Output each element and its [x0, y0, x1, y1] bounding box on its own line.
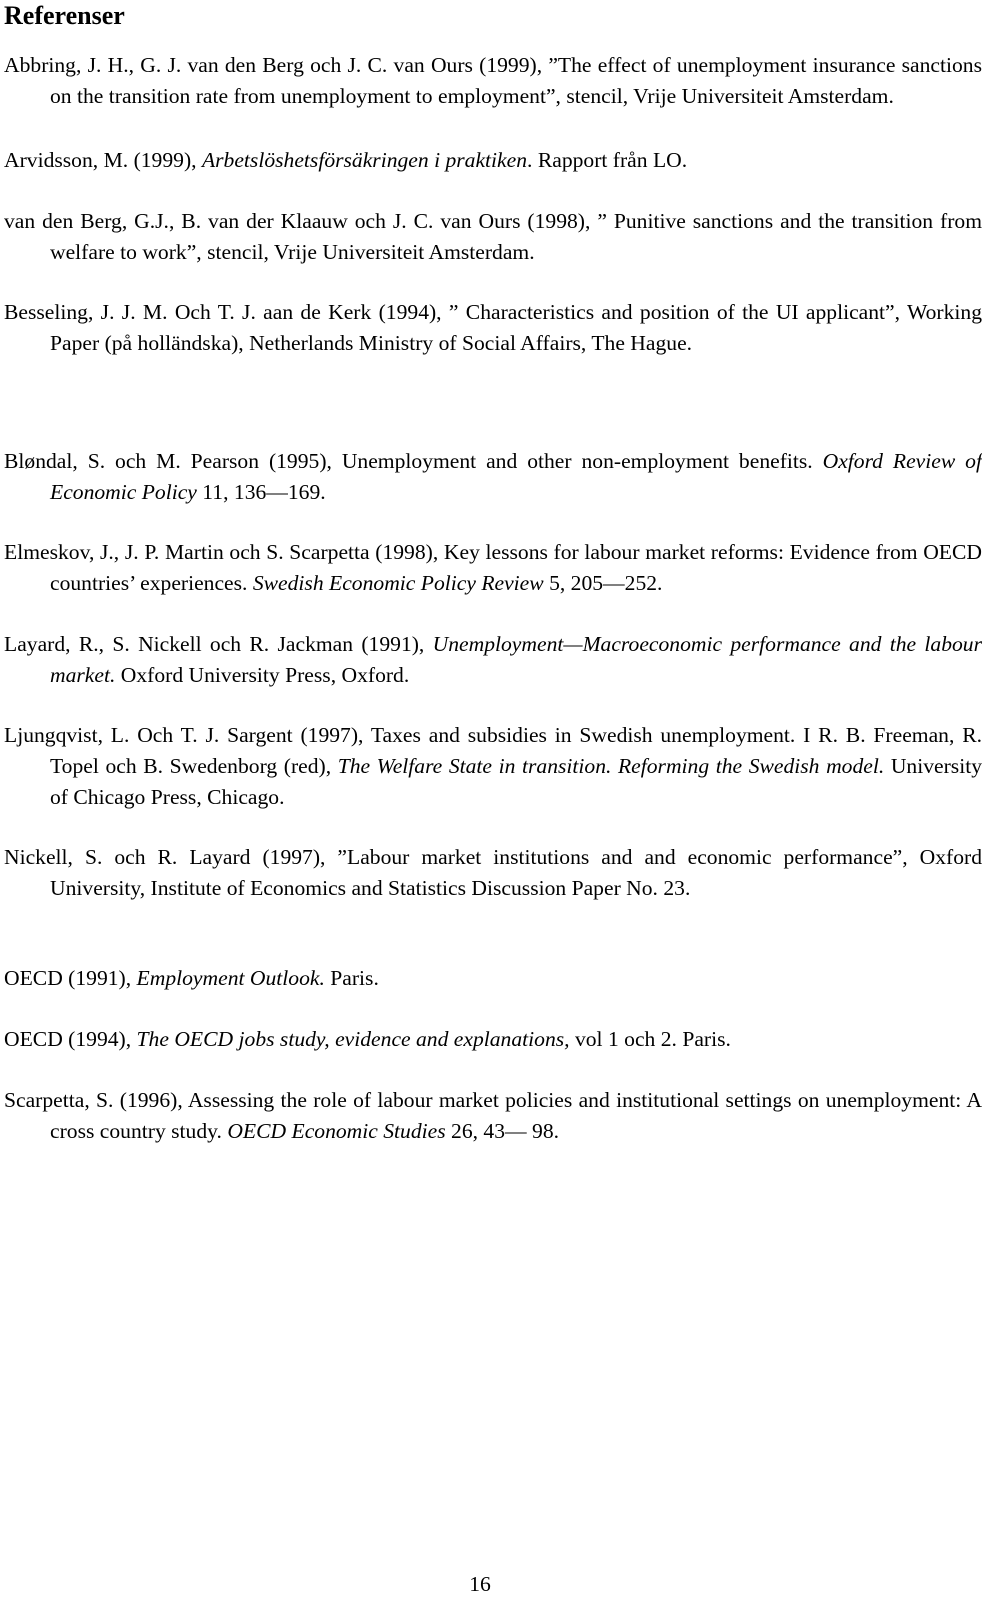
reference-title: The Welfare State in transition. Reforming the Swedish model. — [337, 754, 885, 778]
reference-text: Oxford University Press, Oxford. — [115, 663, 410, 687]
reference-oecd-1994 — [4, 1024, 982, 1055]
reference-text: Besseling, J. J. M. Och T. J. aan de Kerk (1994), ” Characteristics and position of the UI applicant”, Working Paper (på holländska), Netherlands Ministry of Social Affairs, The Hague. — [4, 300, 982, 355]
reference-title: Arbetslöshetsförsäkringen i praktiken — [201, 148, 528, 172]
reference-layard-1991 — [4, 629, 982, 691]
reference-text: Nickell, S. och R. Layard (1997), ”Labour market institutions and and economic performance”, Oxford University, Institute of Economics and Statistics Discussion Paper No. 23. — [4, 845, 982, 900]
reference-text: van den Berg, G.J., B. van der Klaauw och J. C. van Ours (1998), ” Punitive sanctions and the transition from welfare to work”, stencil, Vrije Universiteit Amsterdam. — [4, 209, 982, 264]
reference-vandenberg-1998 — [4, 206, 982, 268]
reference-text: University of Chicago Press, Chicago. — [50, 754, 982, 809]
reference-arvidsson-1999 — [4, 145, 982, 176]
reference-text: 5, 205—252. — [543, 571, 663, 595]
reference-title: The OECD jobs study, evidence and explanations, — [136, 1027, 570, 1051]
reference-text: Arvidsson, M. (1999), — [4, 148, 202, 172]
reference-text: Ljungqvist, L. Och T. J. Sargent (1997), Taxes and subsidies in Swedish unemployment. I R. B. Freeman, R. Topel och B. Swedenborg (red), — [4, 723, 982, 778]
reference-title: Employment Outlook. — [136, 966, 325, 990]
reference-scarpetta-1996 — [4, 1085, 982, 1147]
reference-text: OECD (1994), — [4, 1027, 137, 1051]
reference-journal: Swedish Economic Policy Review — [252, 571, 544, 595]
reference-text: Layard, R., S. Nickell och R. Jackman (1991), — [4, 632, 433, 656]
reference-title: Unemployment—Macroeconomic performance and the labour market. — [50, 632, 982, 687]
reference-journal: Oxford Review of Economic Policy — [50, 449, 982, 504]
reference-text: . Rapport från LO. — [527, 148, 688, 172]
reference-besseling-1994 — [4, 297, 982, 359]
reference-text: 11, 136—169. — [196, 480, 326, 504]
reference-text: 26, 43— 98. — [445, 1119, 560, 1143]
page-number: 16 — [469, 1572, 491, 1596]
reference-journal: OECD Economic Studies — [227, 1119, 446, 1143]
reference-nickell-1997 — [4, 842, 982, 904]
reference-blondal-1995 — [4, 446, 982, 508]
reference-oecd-1991 — [4, 963, 982, 994]
reference-text: OECD (1991), — [4, 966, 137, 990]
reference-elmeskov-1998 — [4, 537, 982, 599]
reference-text: vol 1 och 2. Paris. — [569, 1027, 731, 1051]
page-title: Referenser — [4, 1, 125, 30]
reference-ljungqvist-1997 — [4, 720, 982, 813]
reference-abbring-1999 — [4, 50, 982, 112]
reference-text: Elmeskov, J., J. P. Martin och S. Scarpetta (1998), Key lessons for labour market reforms: Evidence from OECD countries’ experiences. — [4, 540, 982, 595]
reference-text: Scarpetta, S. (1996), Assessing the role of labour market policies and institutional settings on unemployment: A cross country study. — [4, 1088, 982, 1143]
reference-text: Abbring, J. H., G. J. van den Berg och J. C. van Ours (1999), ”The effect of unemployment insurance sanctions on the transition rate from unemployment to employment”, stencil, Vrije Universiteit Amsterdam. — [4, 53, 982, 108]
reference-text: Paris. — [324, 966, 379, 990]
reference-text: Bløndal, S. och M. Pearson (1995), Unemployment and other non-employment benefits. — [4, 449, 823, 473]
